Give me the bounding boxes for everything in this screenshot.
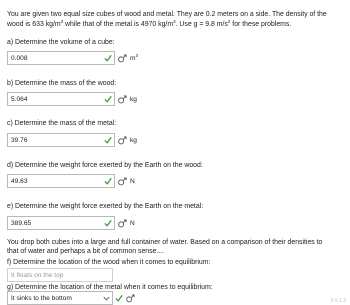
- intro-sup: 2: [227, 19, 231, 24]
- volume-unit: [130, 52, 139, 62]
- sigma-icon[interactable]: [118, 95, 127, 104]
- metal-weight-input[interactable]: [7, 216, 115, 230]
- wood-mass-unit: kg: [130, 95, 137, 103]
- intro-wood-density: wood is 633 kg/m: [7, 21, 61, 28]
- drop-paragraph: [7, 238, 345, 256]
- question-a-answer: [7, 51, 138, 65]
- sigma-icon[interactable]: [118, 136, 127, 145]
- check-icon: [104, 136, 112, 144]
- question-e-label: e) Determine the weight force exerted by the Earth on the metal:: [7, 203, 204, 210]
- wood-mass-input[interactable]: [7, 92, 115, 106]
- sigma-icon[interactable]: [118, 54, 127, 63]
- question-b-answer: [7, 92, 137, 106]
- question-g-label: g) Determine the location of the metal when it comes to equilibrium:: [7, 284, 213, 291]
- check-icon: [104, 219, 112, 227]
- metal-mass-value: 39.76: [11, 136, 28, 144]
- volume-unit-sup: 3: [135, 52, 139, 58]
- question-f-answer: [7, 268, 113, 282]
- check-icon: [104, 177, 112, 185]
- check-icon: [104, 95, 112, 103]
- intro-sup: 3: [60, 19, 64, 24]
- metal-mass-input[interactable]: [7, 133, 115, 147]
- sigma-icon[interactable]: [126, 294, 135, 303]
- check-icon: [115, 294, 123, 302]
- question-e-answer: [7, 216, 135, 230]
- intro-line-1: You are given two equal size cubes of wood and metal. They are 0.2 meters on a side. The density of the: [7, 11, 327, 18]
- metal-location-selected: It sinks to the bottom: [11, 294, 72, 302]
- wood-weight-unit: N: [130, 177, 135, 185]
- wood-mass-value: 5.064: [11, 95, 28, 103]
- metal-weight-value: 389.65: [11, 219, 32, 227]
- sigma-icon[interactable]: [118, 177, 127, 186]
- intro-gravity: . Use g = 9.8 m/s: [175, 21, 228, 28]
- sigma-icon[interactable]: [118, 219, 127, 228]
- problem-intro: [7, 10, 345, 30]
- volume-unit-base: m: [130, 54, 136, 62]
- intro-metal-density: while that of the metal is 4970 kg/m: [63, 21, 174, 28]
- question-b-label: b) Determine the mass of the wood:: [7, 80, 117, 87]
- question-c-answer: [7, 133, 137, 147]
- question-f-label: f) Determine the location of the wood when it comes to equilibrium:: [7, 259, 211, 266]
- question-d-label: d) Determine the weight force exerted by the Earth on the wood:: [7, 162, 203, 169]
- intro-line-2: [7, 20, 345, 30]
- question-d-answer: [7, 174, 135, 188]
- wood-location-selected: It floats on the top: [11, 271, 64, 279]
- wood-weight-input[interactable]: [7, 174, 115, 188]
- intro-tail: for these problems.: [230, 21, 292, 28]
- question-a-label: a) Determine the volume of a cube:: [7, 39, 115, 46]
- drop-line-1: You drop both cubes into a large and full container of water. Based on a comparison of their densities to: [7, 239, 323, 246]
- wood-location-select[interactable]: [7, 268, 113, 282]
- metal-weight-unit: N: [130, 219, 135, 227]
- metal-mass-unit: kg: [130, 136, 137, 144]
- question-g-answer: [7, 291, 135, 305]
- wood-weight-value: 49.63: [11, 177, 28, 185]
- question-c-label: c) Determine the mass of the metal:: [7, 120, 117, 127]
- check-icon: [104, 54, 112, 62]
- drop-line-2: that of water and perhaps a bit of common sense....: [7, 248, 165, 255]
- metal-location-select[interactable]: [7, 291, 113, 305]
- chevron-down-icon: [103, 296, 110, 301]
- pagination-footer: 0 o 1 2: [330, 298, 346, 304]
- volume-input[interactable]: [7, 51, 115, 65]
- volume-value: 0.008: [11, 54, 28, 62]
- intro-sup: 3: [173, 19, 176, 24]
